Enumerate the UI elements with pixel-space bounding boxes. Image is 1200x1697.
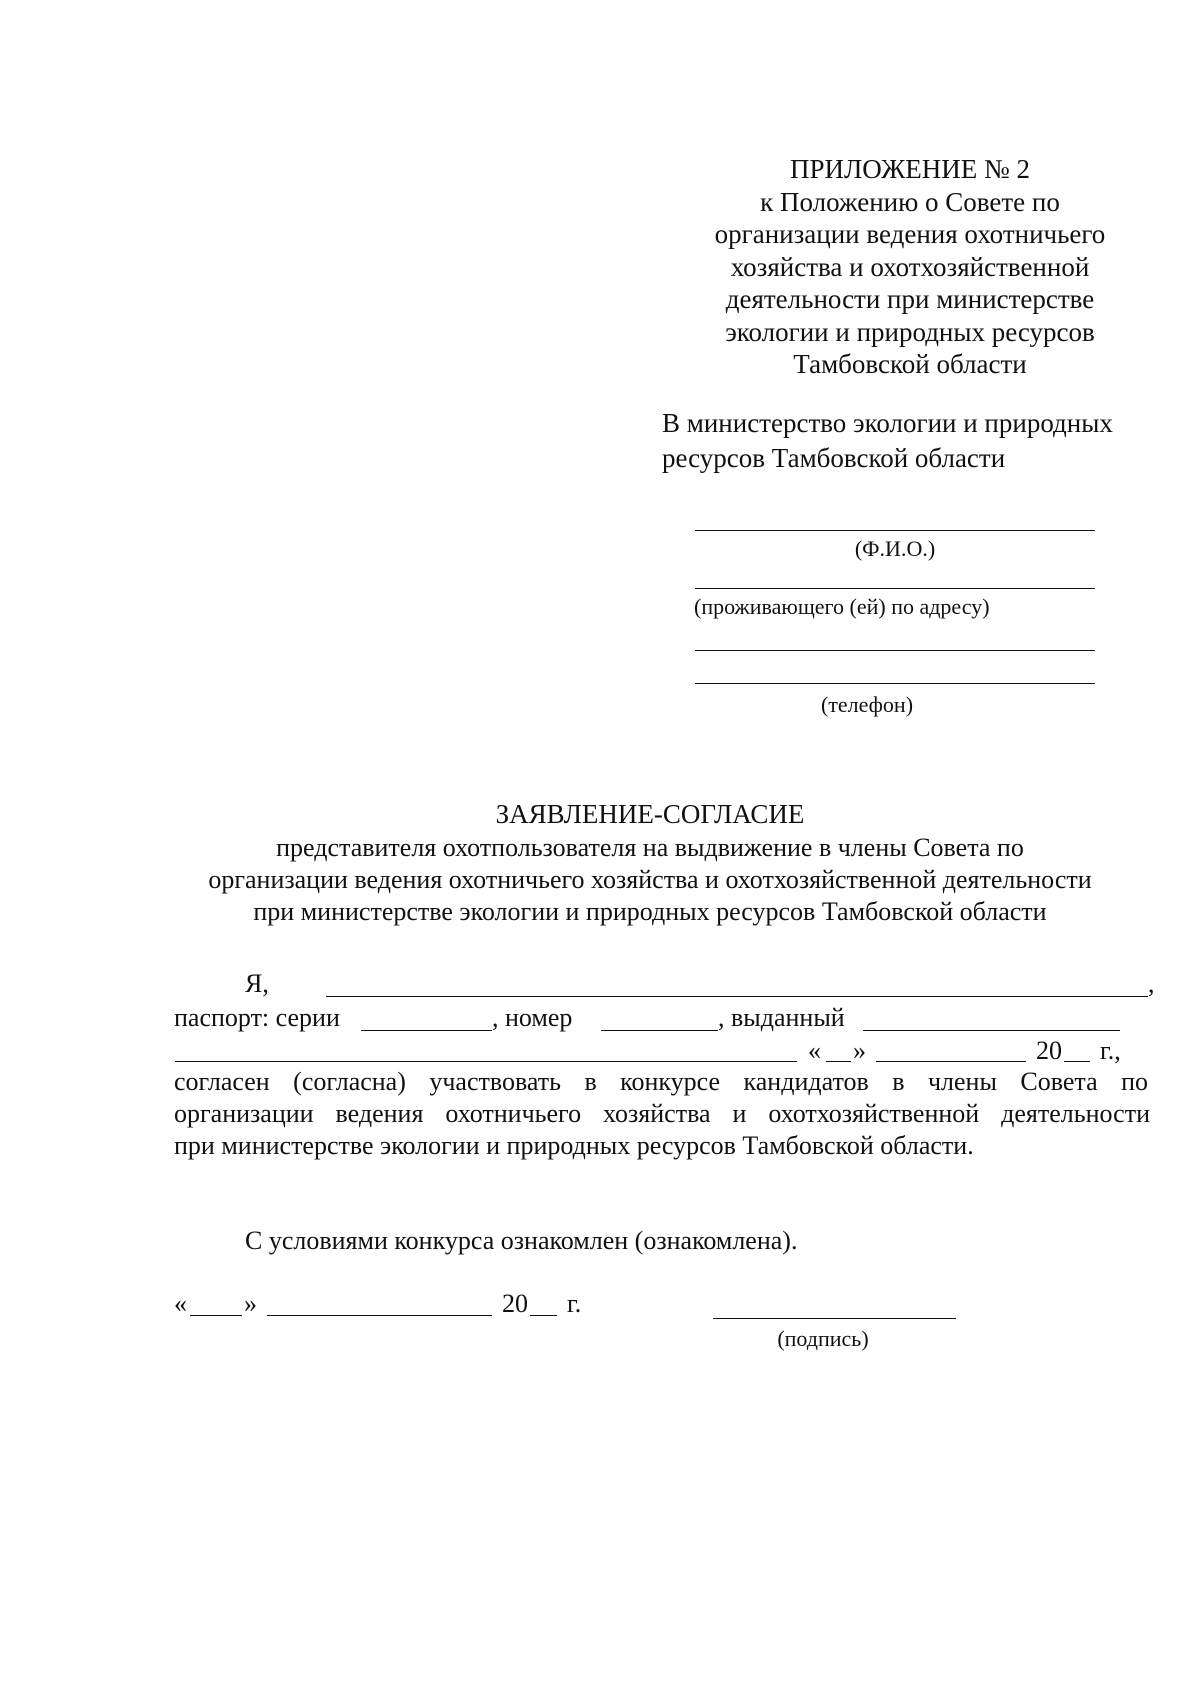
i-label: Я, (245, 969, 269, 998)
comma: , (1148, 969, 1155, 998)
consent-line: организации ведения охотничьего хозяйства и охотхозяйственной деятельности (174, 1099, 1150, 1128)
issue-day-field[interactable] (826, 1061, 851, 1062)
issue-year-field[interactable] (1064, 1061, 1090, 1062)
passport-series-label: паспорт: серии (174, 1003, 340, 1032)
address-field-line-2[interactable] (695, 650, 1095, 651)
addressee-line-2: ресурсов Тамбовской области (662, 443, 1006, 473)
passport-number-label: , номер (492, 1003, 573, 1032)
issued-by-field-continued[interactable] (175, 1061, 797, 1062)
appendix-title: ПРИЛОЖЕНИЕ № 2 (789, 154, 1031, 184)
year-suffix: г., (1100, 1036, 1121, 1065)
sign-date-open-quote: « (174, 1289, 187, 1318)
address-field-line[interactable] (695, 588, 1095, 589)
year-prefix: 20 (1036, 1036, 1062, 1065)
sign-year-suffix: г. (567, 1289, 582, 1318)
passport-series-field[interactable] (361, 1030, 492, 1031)
sign-year-prefix: 20 (502, 1289, 528, 1318)
document-subtitle-line: представителя охотпользователя на выдвижение в члены Совета по (276, 833, 1024, 862)
consent-line: при министерстве экологии и природных ресурсов Тамбовской области. (174, 1131, 974, 1160)
sign-day-field[interactable] (190, 1315, 242, 1316)
appendix-line: Тамбовской области (793, 349, 1027, 379)
date-open-quote: « (808, 1036, 821, 1065)
appendix-line: деятельности при министерстве (725, 284, 1095, 314)
acknowledgement: С условиями конкурса ознакомлен (ознакомлена). (245, 1226, 798, 1255)
phone-caption: (телефон) (820, 692, 914, 717)
appendix-header (660, 153, 1160, 381)
issue-month-field[interactable] (876, 1061, 1026, 1062)
fio-caption: (Ф.И.О.) (854, 536, 936, 561)
issued-by-label: , выданный (718, 1003, 845, 1032)
signature-caption: (подпись) (777, 1326, 869, 1351)
sign-date-close-quote: » (244, 1289, 257, 1318)
appendix-line: хозяйства и охотхозяйственной (730, 251, 1090, 282)
addressee-line-1: В министерство экологии и природных (662, 408, 1113, 438)
addressee (662, 406, 1113, 476)
applicant-name-line[interactable] (326, 996, 1148, 997)
address-caption: (проживающего (ей) по адресу) (694, 594, 990, 619)
appendix-line: к Положению о Совете по (760, 186, 1060, 217)
sign-month-field[interactable] (267, 1315, 492, 1316)
document-title: ЗАЯВЛЕНИЕ-СОГЛАСИЕ (495, 799, 805, 829)
consent-line: согласен (согласна) участвовать в конкурсе кандидатов в члены Совета по (174, 1067, 1148, 1096)
issued-by-field[interactable] (863, 1030, 1120, 1031)
document-subtitle-line: организации ведения охотничьего хозяйства и охотхозяйственной деятельности (208, 865, 1092, 894)
appendix-line: организации ведения охотничьего (714, 219, 1106, 249)
sign-year-field[interactable] (530, 1315, 557, 1316)
document-subtitle-line: при министерстве экологии и природных ресурсов Тамбовской области (253, 897, 1047, 926)
phone-field-line[interactable] (695, 683, 1095, 684)
document-title-block (150, 796, 1150, 928)
passport-number-field[interactable] (601, 1030, 718, 1031)
fio-field-line[interactable] (695, 530, 1095, 531)
appendix-line: экологии и природных ресурсов (725, 316, 1095, 347)
signature-field[interactable] (713, 1318, 956, 1319)
date-close-quote: » (853, 1036, 866, 1065)
